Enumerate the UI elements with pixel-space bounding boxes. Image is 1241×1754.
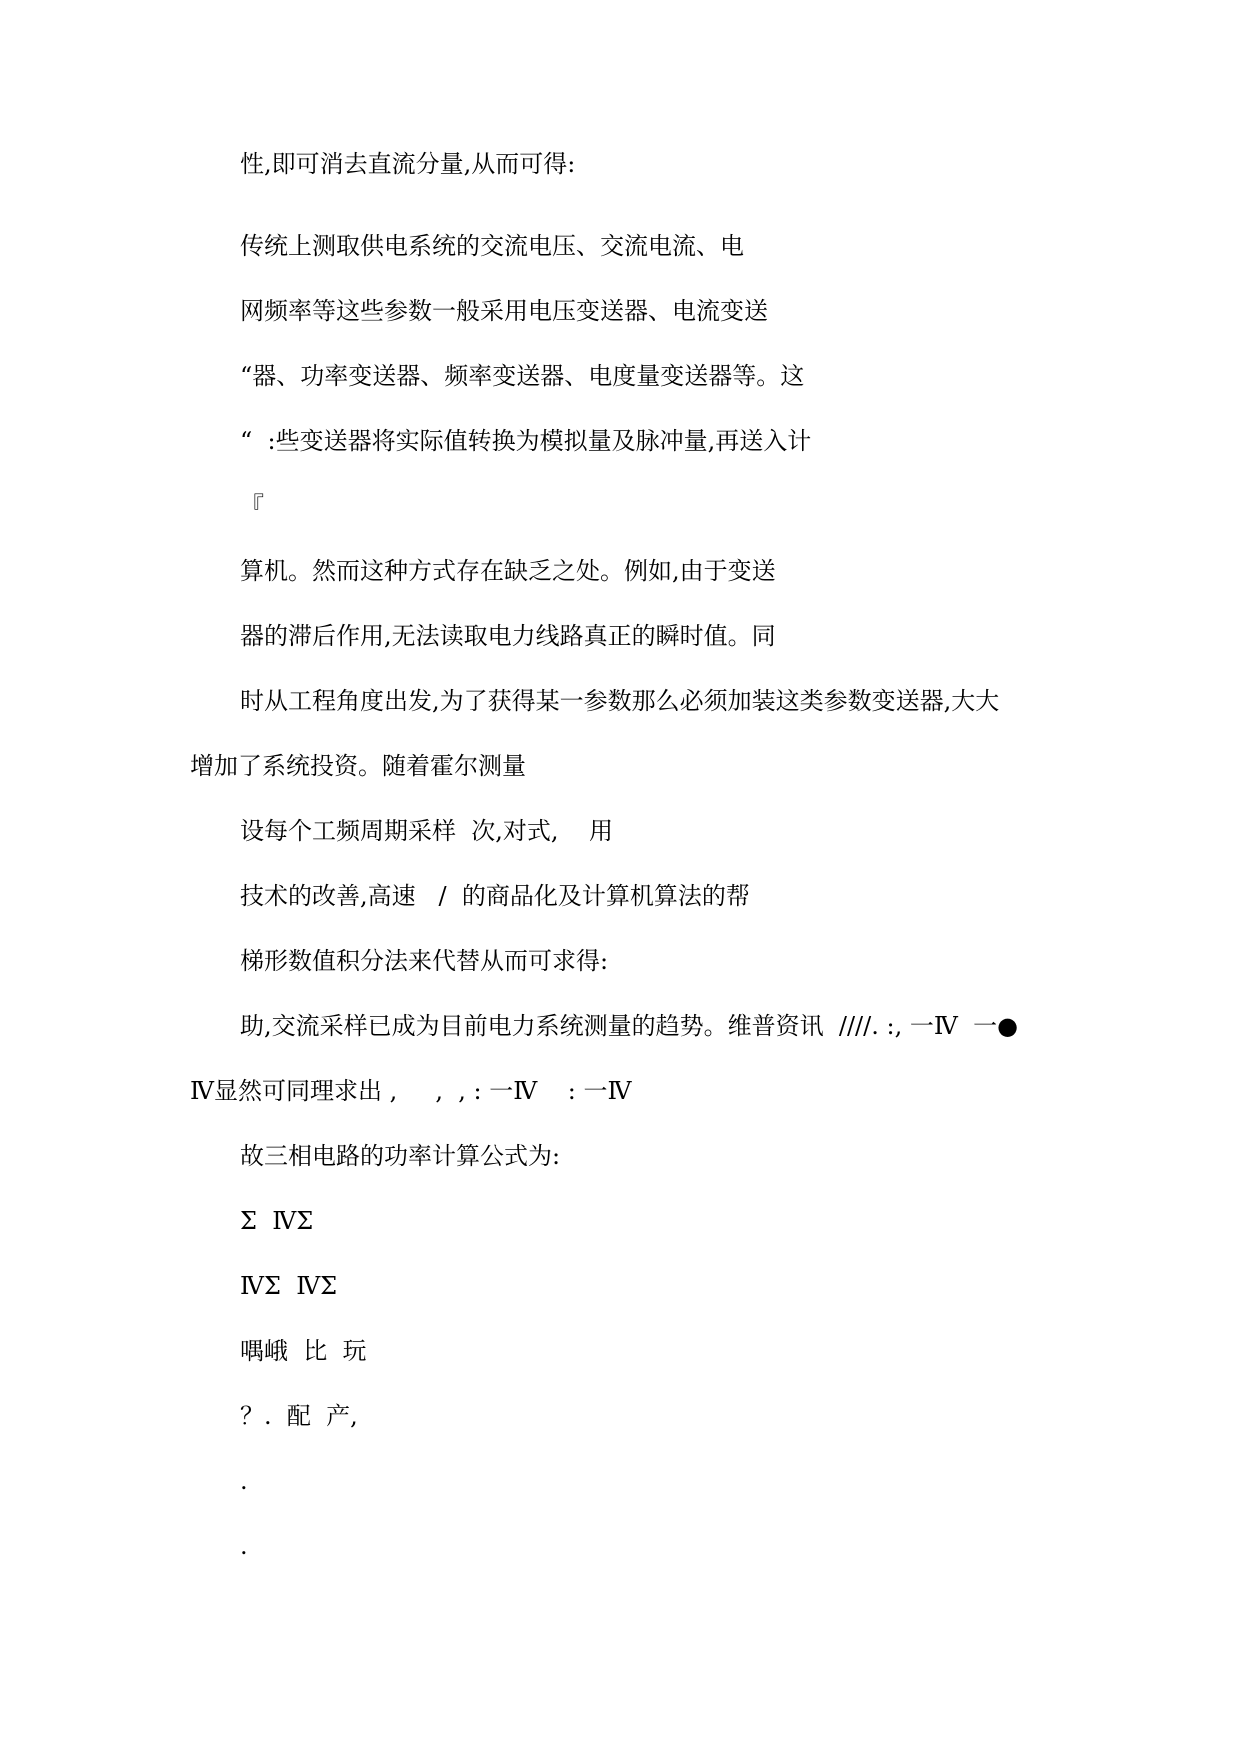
text-line: 时从工程角度出发,为了获得某一参数那么必须加装这类参数变送器,大大 — [240, 687, 1000, 715]
text-line: “ :些变送器将实际值转换为模拟量及脉冲量,再送入计 — [240, 427, 812, 455]
text-line: 传统上测取供电系统的交流电压、交流电流、电 — [240, 232, 744, 260]
text-line: . — [240, 1467, 248, 1495]
text-line: 助,交流采样已成为目前电力系统测量的趋势。维普资讯 ////. :, 一Ⅳ 一● — [240, 1012, 1019, 1040]
text-line: 技术的改善,高速 / 的商品化及计算机算法的帮 — [240, 882, 750, 910]
text-line: 喁峨 比 玩 — [240, 1337, 367, 1365]
text-line: ？. 配 产, — [240, 1402, 358, 1430]
text-line: 增加了系统投资。随着霍尔测量 — [190, 752, 526, 780]
text-line: Σ ⅣΣ — [240, 1207, 314, 1235]
text-line: Ⅳ显然可同理求出 , , , : 一Ⅳ : 一Ⅳ — [190, 1077, 632, 1105]
text-line: 网频率等这些参数一般采用电压变送器、电流变送 — [240, 297, 768, 325]
text-line: 算机。然而这种方式存在缺乏之处。例如,由于变送 — [240, 557, 776, 585]
text-line: 梯形数值积分法来代替从而可求得: — [240, 947, 609, 975]
text-line: 器的滞后作用,无法读取电力线路真正的瞬时值。同 — [240, 622, 776, 650]
text-line: ⅣΣ ⅣΣ — [240, 1272, 338, 1300]
text-line: 设每个工频周期采样 次,对式, 用 — [240, 817, 614, 845]
text-line: 故三相电路的功率计算公式为: — [240, 1142, 561, 1170]
text-line: “器、功率变送器、频率变送器、电度量变送器等。这 — [240, 362, 805, 390]
text-line: . — [240, 1532, 248, 1560]
text-line: 『 — [240, 492, 264, 520]
text-line: 性,即可消去直流分量,从而可得: — [240, 150, 576, 178]
